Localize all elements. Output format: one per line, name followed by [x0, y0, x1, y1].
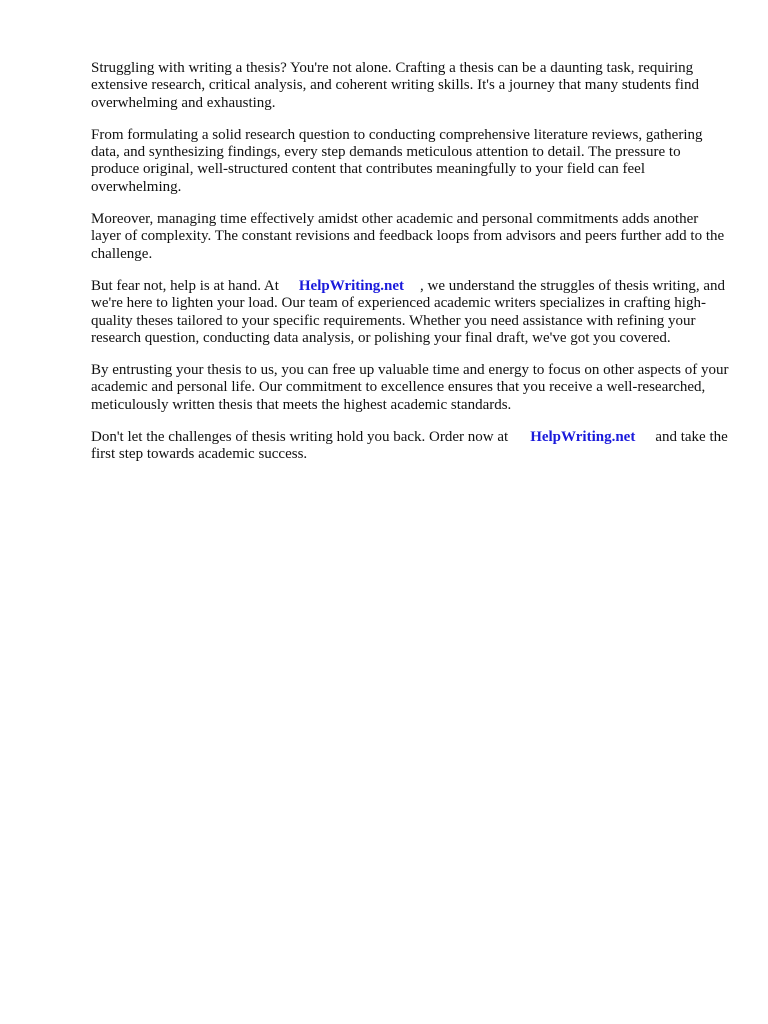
paragraph-4	[91, 278, 731, 347]
paragraph-4-body-text: , we understand the struggles of thesis writing, and we're here to lighten your load. Our team of experienced academic writers specializes in crafting high-quality theses tailored to your specific requirements. Whether you need assistance with refining your research question, conducting data analysis, or polishing your final draft, we've got you covered.	[91, 277, 725, 346]
paragraph-5: By entrusting your thesis to us, you can free up valuable time and energy to focus on other aspects of your academic and personal life. Our commitment to excellence ensures that you receive a well-researched, meticulously written thesis that meets the highest academic standards.	[91, 362, 729, 413]
helpwriting-link-2[interactable]: HelpWriting.net	[530, 429, 636, 446]
helpwriting-link-1[interactable]: HelpWriting.net	[298, 277, 405, 294]
paragraph-3: Moreover, managing time effectively amidst other academic and personal commitments adds another layer of complexity. The constant revisions and feedback loops from advisors and peers further add to the challenge.	[91, 211, 725, 262]
paragraph-4-lead-text: But fear not, help is at hand. At	[91, 277, 279, 294]
paragraph-6-tail-text: and take the first step towards academic success.	[91, 429, 728, 463]
paragraph-6	[91, 429, 731, 464]
document-page	[91, 60, 731, 479]
paragraph-2: From formulating a solid research question to conducting comprehensive literature reviews, gathering data, and synthesizing findings, every step demands meticulous attention to detail. The pressure to produce original, well-structured content that contributes meaningfully to your field can feel overwhelming.	[91, 126, 703, 195]
paragraph-1: Struggling with writing a thesis? You're not alone. Crafting a thesis can be a daunting task, requiring extensive research, critical analysis, and coherent writing skills. It's a journey that many students find overwhelming and exhausting.	[91, 60, 699, 111]
paragraph-6-lead-text: Don't let the challenges of thesis writing hold you back. Order now at	[91, 429, 509, 446]
